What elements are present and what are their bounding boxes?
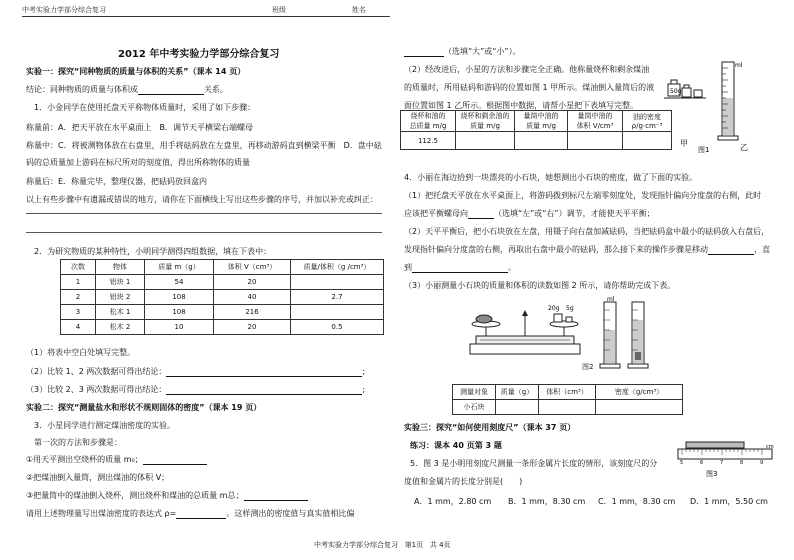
q2-part3: （3）比较 2、3 两次数据可得出结论： ; <box>26 385 366 394</box>
table-header: 质量/体积（g /cm³） <box>291 260 384 275</box>
q4-intro: 4．小丽在海边拾到一块漂亮的小石块，她想测出小石块的密度，做了下面的实验。 <box>404 173 698 182</box>
fig3-label: 图3 <box>706 470 718 478</box>
q3-step-1-blank[interactable] <box>143 455 207 465</box>
footer-text: 中考实验力学部分综合复习 <box>314 541 398 549</box>
ruler-num: 7 <box>720 460 724 466</box>
table-row <box>61 320 384 335</box>
answer-line-1[interactable] <box>26 213 382 214</box>
exp2-heading <box>26 402 261 413</box>
r-p2-line3: 面位置如图 1 乙所示。根据图中数据，请帮小星把下表填写完整。 <box>404 101 639 110</box>
table-cell[interactable] <box>291 275 384 290</box>
q1-step-e: 称量后：E．称量完毕，整理仪器，把砝码放回盒内 <box>26 177 208 186</box>
q3-step-3 <box>26 490 308 501</box>
table-header: 质量 m（g） <box>145 260 214 275</box>
q2-part2-blank[interactable] <box>166 367 362 377</box>
table-cell: 2 <box>61 290 96 305</box>
header-course: 中考实验力学部分综合复习 <box>22 6 106 14</box>
table-row <box>61 290 384 305</box>
q2-intro: 2．为研究物质的某种特性，小明同学测得四组数据，填在下表中： <box>34 247 272 256</box>
table-cell: 铝块 2 <box>96 290 145 305</box>
fig1-ml-label: ml <box>735 62 743 69</box>
option-c[interactable]: C．1 mm，8.30 cm <box>598 497 676 506</box>
table-cell: 0.5 <box>291 320 384 335</box>
table-header: 量筒中油的 体积 V/cm³ <box>568 111 623 132</box>
header-class-label: 班级 <box>272 6 286 14</box>
q4-line5-text2: ，直 <box>754 245 770 254</box>
q3-step-1-text: ①用天平测出空烧杯的质量 m₀； <box>26 455 143 464</box>
ruler-num: 5 <box>680 460 684 466</box>
table-cell[interactable] <box>456 132 515 150</box>
weights-group-icon <box>668 80 702 97</box>
ruler-num: 6 <box>700 460 704 466</box>
q1-step-a: 称量前：A．把天平放在水平桌面上 B．调节天平横梁右端螺母 <box>26 123 253 132</box>
q1-step-c2: 码的总质量加上游码在标尺所对的刻度值，得出所称物体的质量 <box>26 158 250 167</box>
table-cell[interactable] <box>568 132 623 150</box>
table-row <box>61 275 384 290</box>
density-table <box>60 259 384 335</box>
exp1-ref: （课本 14 页） <box>188 67 246 76</box>
table-row <box>61 305 384 320</box>
q2-part2-text: （2）比较 1、2 两次数据可得出结论： <box>26 367 167 376</box>
q3-step-1 <box>26 454 207 465</box>
footer-total: 共 4页 <box>429 541 451 549</box>
q4-line4: （2）天平平衡后，把小石块放在左盘，用镊子向右盘加减砝码，当把砝码盒中最小的砝码放入右盘后， <box>404 227 770 236</box>
table-cell: 108 <box>145 290 214 305</box>
exp2-ref: （课本 19 页） <box>204 403 262 412</box>
table-cell[interactable] <box>515 132 568 150</box>
table-header: 体积 V（cm³） <box>214 260 291 275</box>
header-rule <box>22 16 390 17</box>
table-header: 体积（cm³） <box>539 385 596 400</box>
figure-1 <box>664 58 776 158</box>
balance-scale-icon <box>470 310 580 354</box>
table-cell: 54 <box>145 275 214 290</box>
footer-page: 第1页 <box>404 541 424 549</box>
graduated-cylinder-icon <box>718 62 738 140</box>
option-a[interactable]: A．1 mm，2.80 cm <box>414 497 492 506</box>
r-top-line <box>404 46 521 57</box>
q4-line6-text: 到 <box>404 263 412 272</box>
ruler-unit: cm <box>766 444 774 450</box>
answer-line-2[interactable] <box>26 232 382 233</box>
table-header: 质量（g） <box>496 385 539 400</box>
table-cell[interactable] <box>596 400 683 415</box>
table-header: 物体 <box>96 260 145 275</box>
figure-3 <box>676 440 774 480</box>
table-cell: 20 <box>214 320 291 335</box>
conclusion-suffix: 关系。 <box>204 85 228 94</box>
table-header: 密度（g/cm³） <box>596 385 683 400</box>
table-cell: 铝块 1 <box>96 275 145 290</box>
table-cell: 10 <box>145 320 214 335</box>
r-top-text: （选填“大”或“小”）。 <box>444 47 521 56</box>
exp3-practice: 练习：课本 40 页第 3 题 <box>410 441 502 450</box>
cylinder-after-icon <box>628 302 648 368</box>
cylinder-before-icon <box>600 302 620 368</box>
table-row <box>401 132 672 150</box>
r-top-blank[interactable] <box>404 47 444 57</box>
q1-step-c: 称量中：C．将被测物体放在右盘里，用手将砝码放在左盘里，再移动游码直到横梁平衡 D．盘中砝 <box>26 141 382 150</box>
exp1-conclusion <box>26 84 228 95</box>
table-row <box>453 400 683 415</box>
table-header: 烧杯和剩余油的 质量 m/g <box>456 111 515 132</box>
header-name-label: 姓名 <box>352 6 366 14</box>
table-cell: 40 <box>214 290 291 305</box>
q3-first: 第一次的方法和步骤是： <box>34 438 122 447</box>
q2-part2: （2）比较 1、2 两次数据可得出结论： ; <box>26 367 366 376</box>
table-header: 烧杯和油的 总质量 m/g <box>401 111 456 132</box>
table-cell: 20 <box>214 275 291 290</box>
q3-intro: 3．小星同学进行测定煤油密度的实验。 <box>34 421 176 430</box>
exp1-heading-text: 实验一：探究“同种物质的质量与体积的关系” <box>26 67 189 76</box>
q3-expression-text2: 。这样测出的密度值与真实值相比偏 <box>226 509 355 518</box>
r-p2-line2: 的质量时，所用砝码和游码的位置如图 1 甲所示。煤油倒入量筒后的液 <box>404 83 655 92</box>
q4-line2: （1）把托盘天平放在水平桌面上，将游码拨到标尺左端零刻度处，发现指针偏向分度盘的右侧，此时 <box>404 191 762 200</box>
q4-line3 <box>404 208 655 219</box>
q4-line3-text2: （选填“左”或“右”）调节，才能使天平平衡； <box>494 209 655 218</box>
table-cell: 112.5 <box>401 132 456 150</box>
q2-part3-blank[interactable] <box>166 385 362 395</box>
q4-line6 <box>404 262 516 273</box>
fig1-label: 图1 <box>698 146 710 154</box>
conclusion-blank[interactable] <box>138 85 204 95</box>
ruler-num: 8 <box>740 460 744 466</box>
q3-step-2: ②把煤油倒入量筒，测出煤油的体积 V； <box>26 473 170 482</box>
fig2-ml-label: ml <box>607 296 615 303</box>
q5-line2: 度值和金属片的长度分别是( ) <box>404 477 523 486</box>
r-p2-line1: （2）经改进后，小星的方法和步骤完全正确。他称量烧杯和剩余煤油 <box>404 65 650 74</box>
figure-2 <box>460 296 660 374</box>
q2-part3-text: （3）比较 2、3 两次数据可得出结论： <box>26 385 167 394</box>
q3-expression-text: 请用上述物理量写出煤油密度的表达式 ρ= <box>26 509 177 518</box>
option-b[interactable]: B．1 mm，8.30 cm <box>508 497 586 506</box>
q4-line6-text2: 。 <box>508 263 516 272</box>
exp2-heading-text: 实验二：探究“测量盐水和形状不规则固体的密度” <box>26 403 205 412</box>
q4-line5 <box>404 244 770 255</box>
q4-line5-text: 发现指针偏向分度盘的右侧，再取出右盘中最小的砝码，那么接下来的操作步骤是移动 <box>404 245 708 254</box>
table-header-row <box>61 260 384 275</box>
q1-intro: 1．小金同学在使用托盘天平称物体质量时，采用了如下步骤： <box>34 103 256 112</box>
fig2-weight-20g: 20g <box>548 305 560 312</box>
fig1-yi: 乙 <box>740 143 748 152</box>
exp3-heading <box>404 422 575 433</box>
q2-part1: （1）将表中空白处填写完整。 <box>26 348 136 357</box>
table-header-row <box>401 111 672 132</box>
table-cell: 216 <box>214 305 291 320</box>
table-cell: 1 <box>61 275 96 290</box>
table-cell[interactable] <box>291 305 384 320</box>
table-cell: 2.7 <box>291 290 384 305</box>
footer <box>314 540 451 550</box>
q4-direction-blank[interactable] <box>468 209 494 219</box>
table-header: 测量对象 <box>453 385 496 400</box>
fig2-label: 图2 <box>582 363 594 371</box>
q3-step-3-blank[interactable] <box>244 491 308 501</box>
stone-table <box>452 384 683 415</box>
stone-icon <box>476 315 492 323</box>
table-cell: 松木 1 <box>96 305 145 320</box>
table-cell: 108 <box>145 305 214 320</box>
fig1-jia: 甲 <box>680 139 688 148</box>
table-cell: 松木 2 <box>96 320 145 335</box>
table-header: 量筒中油的 质量 m/g <box>515 111 568 132</box>
page-title: 2012 年中考实验力学部分综合复习 <box>118 49 280 60</box>
q4-until-blank[interactable] <box>412 263 508 273</box>
fig2-weight-5g: 5g <box>566 305 574 312</box>
oil-table <box>400 110 672 150</box>
q4-line3-text: 应该把平衡螺母向 <box>404 209 468 218</box>
exp3-ref: （课本 37 页） <box>518 423 576 432</box>
table-cell: 小石块 <box>453 400 496 415</box>
table-header: 次数 <box>61 260 96 275</box>
exp1-heading <box>26 66 245 77</box>
svg-text:50g: 50g <box>670 88 682 95</box>
conclusion-prefix: 结论：同种物质的质量与体积成 <box>26 85 138 94</box>
q3-expression-blank[interactable] <box>176 509 226 519</box>
option-d[interactable]: D．1 mm，5.50 cm <box>690 497 768 506</box>
q5-line1: 5．图 3 是小明用刻度尺测量一条形金属片长度的情形，该刻度尺的分 <box>410 459 658 468</box>
exp3-heading-text: 实验三：探究“如何使用刻度尺” <box>404 423 519 432</box>
ruler-num: 9 <box>760 460 764 466</box>
table-cell[interactable] <box>496 400 539 415</box>
table-cell: 3 <box>61 305 96 320</box>
q3-step-3-text: ③把量筒中的煤油倒入烧杯，测出烧杯和煤油的总质量 m总； <box>26 491 244 500</box>
q3-expression <box>26 508 354 519</box>
q4-move-blank[interactable] <box>708 245 754 255</box>
q1-question: 以上有些步骤中有遗漏或错误的地方，请你在下面横线上写出这些步骤的序号，并加以补充或纠正： <box>26 195 378 204</box>
table-cell[interactable] <box>539 400 596 415</box>
table-header-row <box>453 385 683 400</box>
metal-strip-icon <box>686 442 744 448</box>
table-header: 油的密度 ρ/g·cm⁻³ <box>623 111 672 132</box>
q4-line7: （3）小丽测量小石块的质量和体积的读数如图 2 所示，请你帮助完成下表。 <box>404 281 676 290</box>
table-cell: 4 <box>61 320 96 335</box>
